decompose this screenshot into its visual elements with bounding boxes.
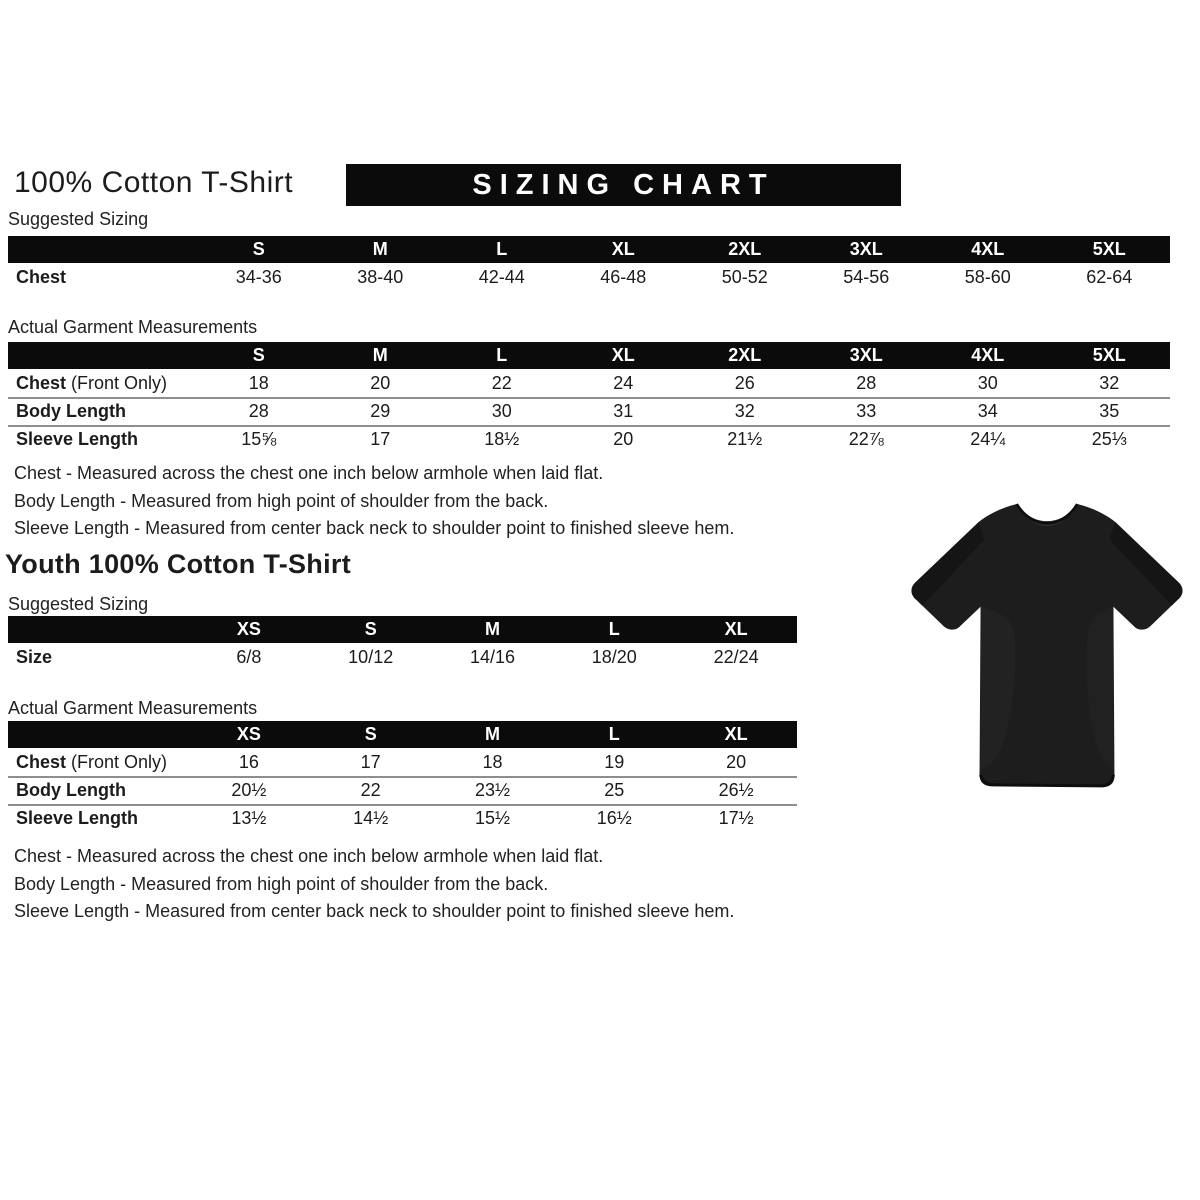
measurement-cell: 21½ — [727, 429, 763, 449]
measurement-cell: 18 — [482, 752, 503, 772]
size-col-header: 3XL — [849, 345, 883, 365]
measurement-cell: 17 — [370, 429, 391, 449]
measurement-cell: 22⅞ — [848, 429, 884, 449]
size-col-header: M — [372, 345, 388, 365]
adult-actual-header-row — [8, 342, 1170, 369]
measurement-cell: 20 — [726, 752, 747, 772]
measurement-cell: 23½ — [474, 780, 511, 800]
measurement-cell: 20 — [370, 373, 391, 393]
measurement-cell: 28 — [248, 401, 269, 421]
row-label: Chest — [16, 752, 67, 772]
page-title: 100% Cotton T-Shirt — [14, 166, 294, 199]
size-col-header: L — [496, 345, 508, 365]
row-label: Sleeve Length — [16, 429, 139, 449]
measurement-cell: 46-48 — [600, 267, 647, 287]
table-row — [8, 397, 1170, 425]
sizing-chart-banner — [346, 164, 901, 206]
row-label: Chest — [16, 267, 67, 287]
measurement-cell: 6/8 — [236, 647, 262, 667]
measurement-cell: 24 — [613, 373, 634, 393]
measurement-cell: 34-36 — [235, 267, 282, 287]
measurement-cell: 13½ — [231, 808, 267, 828]
size-col-header: S — [252, 239, 265, 259]
measurement-cell: 18 — [248, 373, 269, 393]
size-col-header: 2XL — [728, 345, 762, 365]
size-col-header: 3XL — [849, 239, 883, 259]
measurement-cell: 17 — [360, 752, 381, 772]
measurement-cell: 16 — [238, 752, 259, 772]
row-label: Chest — [16, 373, 67, 393]
measurement-cell: 14/16 — [469, 647, 516, 667]
measurement-cell: 10/12 — [348, 647, 394, 667]
measurement-cell: 28 — [856, 373, 877, 393]
size-col-header: XS — [236, 619, 261, 639]
adult-actual-measurements-table — [8, 342, 1170, 453]
size-col-header: S — [364, 619, 377, 639]
size-col-header: XL — [611, 345, 635, 365]
measurement-cell: 58-60 — [964, 267, 1011, 287]
measurement-cell: 32 — [734, 401, 755, 421]
measurement-cell: 30 — [977, 373, 998, 393]
measurement-cell: 50-52 — [721, 267, 768, 287]
row-label: Body Length — [16, 401, 126, 421]
measurement-cell: 18/20 — [591, 647, 637, 667]
size-col-header: S — [252, 345, 265, 365]
measurement-cell: 15⅝ — [241, 429, 277, 449]
measurement-cell: 22 — [491, 373, 512, 393]
table-row — [8, 265, 1170, 291]
youth-measurement-notes — [14, 843, 734, 926]
measurement-cell: 34 — [977, 401, 998, 421]
measurement-cell: 62-64 — [1086, 267, 1133, 287]
adult-actual-measurements-label: Actual Garment Measurements — [8, 317, 258, 337]
measurement-cell: 42-44 — [478, 267, 525, 287]
size-col-header: M — [484, 724, 500, 744]
measurement-cell: 15½ — [474, 808, 511, 828]
youth-suggested-header-row — [8, 616, 797, 643]
size-col-header: L — [496, 239, 508, 259]
adult-suggested-sizing-label: Suggested Sizing — [8, 209, 149, 229]
size-col-header: M — [372, 239, 388, 259]
youth-suggested-sizing-label: Suggested Sizing — [8, 594, 149, 614]
size-col-header: 4XL — [971, 239, 1005, 259]
size-col-header: 4XL — [971, 345, 1005, 365]
measurement-cell: 31 — [613, 401, 634, 421]
size-col-header: M — [484, 619, 500, 639]
size-col-header: L — [608, 724, 620, 744]
measurement-cell: 19 — [604, 752, 625, 772]
size-col-header: 5XL — [1092, 239, 1126, 259]
row-label: Body Length — [16, 780, 126, 800]
measurement-cell: 26½ — [718, 780, 754, 800]
size-col-header: 5XL — [1092, 345, 1126, 365]
size-col-header: L — [608, 619, 620, 639]
measurement-cell: 26 — [734, 373, 755, 393]
size-col-header: XL — [724, 619, 748, 639]
measurement-cell: 20 — [613, 429, 634, 449]
measurement-cell: 29 — [370, 401, 391, 421]
black-tshirt-photo — [896, 474, 1198, 822]
note-line: Chest - Measured across the chest one inch below armhole when laid flat. — [14, 463, 604, 483]
measurement-cell: 25 — [604, 780, 625, 800]
measurement-cell: 20½ — [231, 780, 267, 800]
youth-suggested-sizing-table — [8, 616, 797, 671]
note-line: Chest - Measured across the chest one inch below armhole when laid flat. — [14, 846, 604, 866]
adult-suggested-sizing-table — [8, 236, 1170, 291]
measurement-cell: 38-40 — [357, 267, 404, 287]
measurement-cell: 22/24 — [713, 647, 759, 667]
table-row: Chest (Front Only) 16 17 18 19 20 — [8, 750, 797, 776]
row-label: Sleeve Length — [16, 808, 139, 828]
measurement-cell: 18½ — [484, 429, 520, 449]
measurement-cell: 22 — [360, 780, 381, 800]
table-row — [8, 425, 1170, 453]
adult-measurement-notes — [14, 460, 734, 543]
note-line: Body Length - Measured from high point of shoulder from the back. — [14, 873, 549, 894]
measurement-cell: 35 — [1099, 401, 1120, 421]
size-col-header: 2XL — [728, 239, 762, 259]
table-row: Chest (Front Only) 18 20 22 24 26 28 30 32 — [8, 371, 1170, 397]
row-label: Size — [16, 647, 53, 667]
youth-actual-header-row — [8, 721, 797, 748]
measurement-cell: 16½ — [596, 808, 632, 828]
measurement-cell: 33 — [856, 401, 877, 421]
youth-section-title: Youth 100% Cotton T-Shirt — [5, 549, 351, 579]
sizing-chart-banner-text: SIZING CHART — [472, 168, 775, 201]
adult-suggested-header-row — [8, 236, 1170, 263]
table-row — [8, 804, 797, 832]
size-col-header: S — [364, 724, 377, 744]
measurement-cell: 14½ — [353, 808, 389, 828]
measurement-cell: 54-56 — [843, 267, 890, 287]
measurement-cell: 30 — [491, 401, 512, 421]
size-col-header: XS — [236, 724, 261, 744]
youth-actual-measurements-label: Actual Garment Measurements — [8, 698, 258, 718]
measurement-cell: 25⅓ — [1091, 429, 1127, 449]
note-line: Sleeve Length - Measured from center back neck to shoulder point to finished sleeve hem. — [14, 901, 735, 921]
table-row — [8, 776, 797, 804]
measurement-cell: 17½ — [718, 808, 754, 828]
size-col-header: XL — [611, 239, 635, 259]
youth-actual-measurements-table — [8, 721, 797, 832]
measurement-cell: 32 — [1099, 373, 1120, 393]
note-line: Body Length - Measured from high point of shoulder from the back. — [14, 490, 549, 511]
measurement-cell: 24¼ — [970, 429, 1006, 449]
note-line: Sleeve Length - Measured from center back neck to shoulder point to finished sleeve hem. — [14, 518, 735, 538]
size-col-header: XL — [724, 724, 748, 744]
table-row — [8, 645, 797, 671]
